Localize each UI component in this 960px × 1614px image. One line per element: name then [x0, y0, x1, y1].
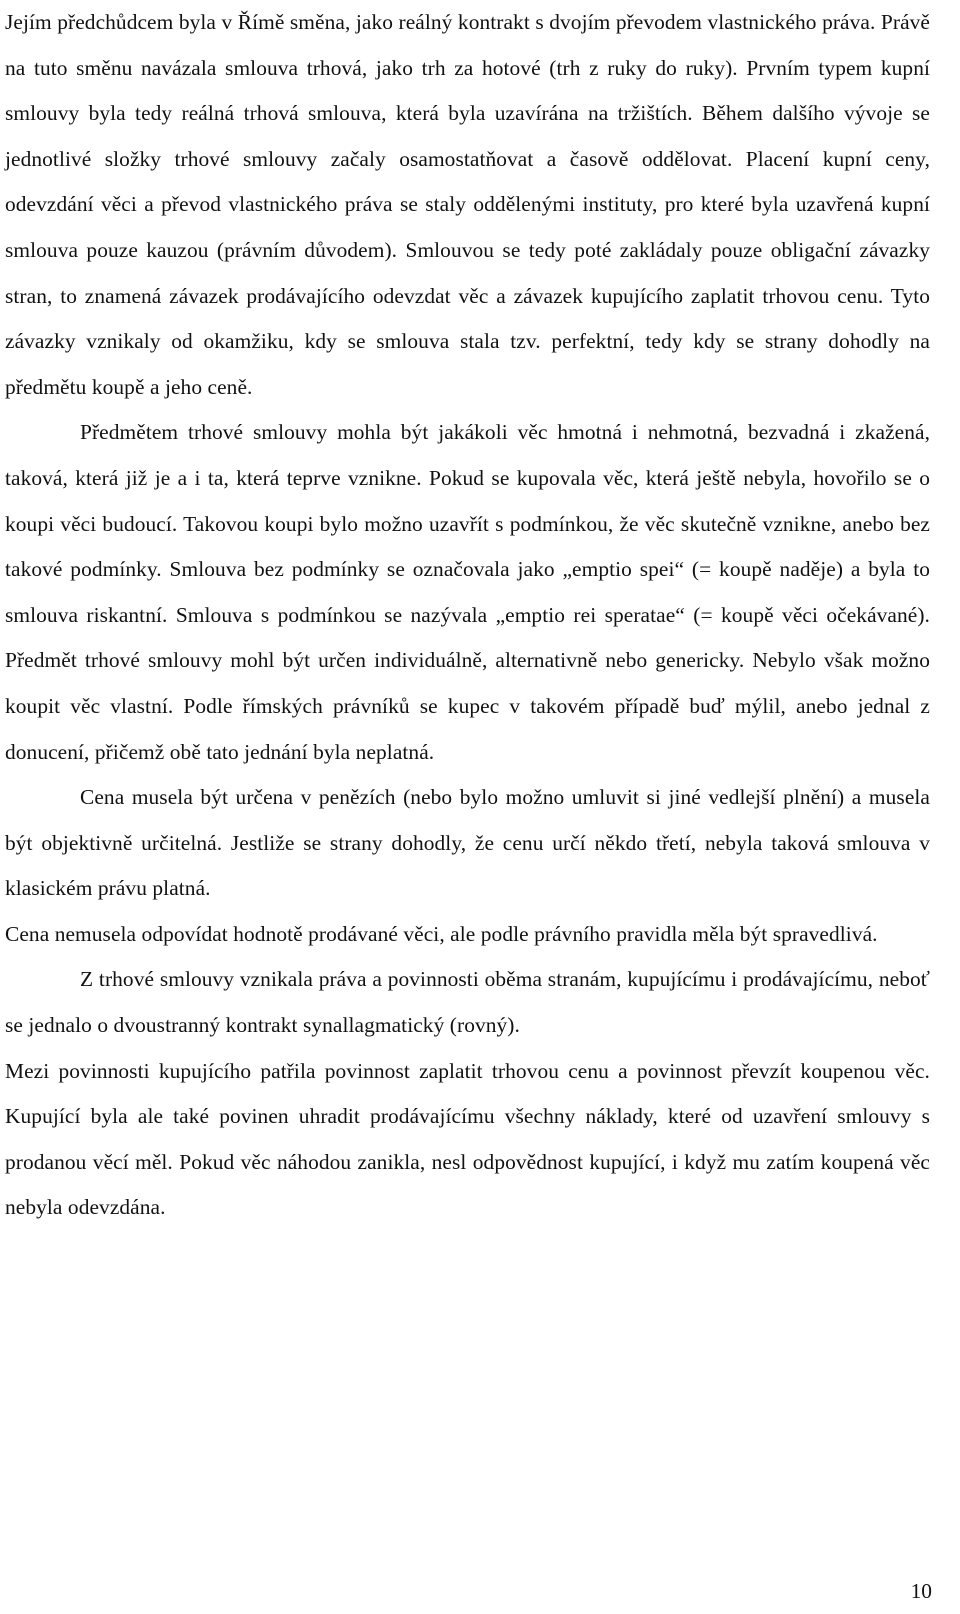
paragraph-6: Mezi povinnosti kupujícího patřila povinnost zaplatit trhovou cenu a povinnost převzít koupenou věc. Kupující byla ale také povinen uhradit prodávajícímu všechny náklady, které od uzavření smlouvy s prodanou věcí měl. Pokud věc náhodou zanikla, nesl odpovědnost kupující, i když mu zatím koupená věc nebyla odevzdána. — [5, 1058, 930, 1220]
paragraph-1: Jejím předchůdcem byla v Římě směna, jako reálný kontrakt s dvojím převodem vlastnického práva. Právě na tuto směnu navázala smlouva trhová, jako trh za hotové (trh z ruky do ruky). Prvním typem kupní smlouvy byla tedy reálná trhová smlouva, která byla uzavírána na tržištích. Během dalšího vývoje se jednotlivé složky trhové smlouvy začaly osamostatňovat a časově oddělovat. Placení kupní ceny, odevzdání věci a převod vlastnického práva se staly oddělenými instituty, pro které byla uzavřená kupní smlouva pouze kauzou (právním důvodem). Smlouvou se tedy poté zakládaly pouze obligační závazky stran, to znamená závazek prodávajícího odevzdat věc a závazek kupujícího zaplatit trhovou cenu. Tyto závazky vznikaly od okamžiku, kdy se smlouva stala tzv. perfektní, tedy kdy se strany dohodly na předmětu koupě a jeho ceně. — [5, 10, 930, 399]
paragraph-2: Předmětem trhové smlouvy mohla být jakákoli věc hmotná i nehmotná, bezvadná i zkažená, taková, která již je a i ta, která teprve vznikne. Pokud se kupovala věc, která ještě nebyla, hovořilo se o koupi věci budoucí. Takovou koupi bylo možno uzavřít s podmínkou, že věc skutečně vznikne, anebo bez takové podmínky. Smlouva bez podmínky se označovala jako „emptio spei“ (= koupě naděje) a byla to smlouva riskantní. Smlouva s podmínkou se nazývala „emptio rei speratae“ (= koupě věci očekávané). Předmět trhové smlouvy mohl být určen individuálně, alternativně nebo genericky. Nebylo však možno koupit věc vlastní. Podle římských právníků se kupec v takovém případě buď mýlil, anebo jednal z donucení, přičemž obě tato jednání byla neplatná. — [5, 420, 930, 764]
paragraph-5: Z trhové smlouvy vznikala práva a povinnosti oběma stranám, kupujícímu i prodávajícímu, neboť se jednalo o dvoustranný kontrakt synallagmatický (rovný). — [5, 967, 930, 1038]
paragraph-3: Cena musela být určena v penězích (nebo bylo možno umluvit si jiné vedlejší plnění) a musela být objektivně určitelná. Jestliže se strany dohodly, že cenu určí někdo třetí, nebyla taková smlouva v klasickém právu platná. — [5, 785, 930, 901]
document-body — [5, 0, 930, 1231]
page-number: 10 — [910, 1579, 932, 1603]
paragraph-4: Cena nemusela odpovídat hodnotě prodávané věci, ale podle právního pravidla měla být spravedlivá. — [5, 921, 878, 946]
